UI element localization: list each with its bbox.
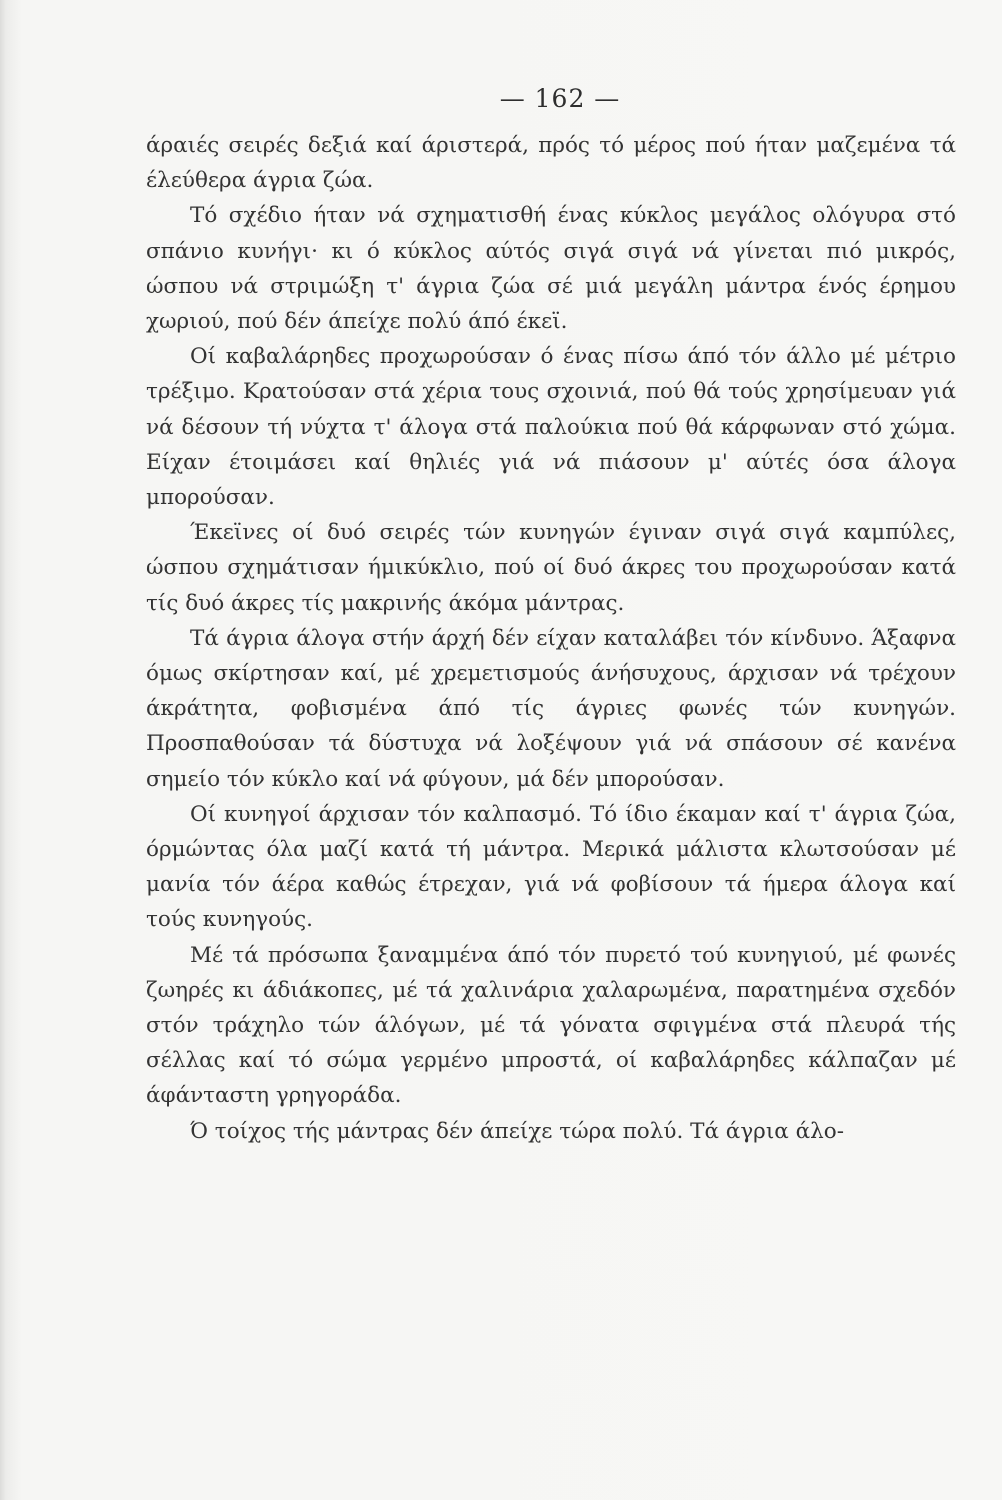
paragraph: Τό σχέδιο ήταν νά σχηματισθή ένας κύκλος μεγάλος ολόγυρα στό σπάνιο κυνήγι· κι ό κύκλος αύτός σιγά σιγά νά γίνεται πιό μικρός, ώσπου νά στριμώξη τ' άγρια ζώα σέ μιά μεγάλη μάντρα ένός έρημου χωριού, πού δέν άπείχε πολύ άπό έκεϊ. [146, 203, 956, 335]
paragraph: Οί κυνηγοί άρχισαν τόν καλπασμό. Τό ίδιο έκαμαν καί τ' άγρια ζώα, όρμώντας όλα μαζί κατά τή μάντρα. Μερικά μάλιστα κλωτσούσαν μέ μανία τόν άέρα καθώς έτρεχαν, γιά νά φοβίσουν τά ήμερα άλογα καί τούς κυνηγούς. [146, 801, 956, 933]
body-text [146, 128, 956, 1149]
paragraph: Μέ τά πρόσωπα ξαναμμένα άπό τόν πυρετό τού κυνηγιού, μέ φωνές ζωηρές κι άδιάκοπες, μέ τά χαλινάρια χαλαρωμένα, παρατημένα σχεδόν στόν τράχηλο τών άλόγων, μέ τά γόνατα σφιγμένα στά πλευρά τής σέλλας καί τό σώμα γερμένο μπροστά, οί καβαλάρηδες κάλπαζαν μέ άφάνταστη γρηγοράδα. [146, 942, 956, 1109]
paragraph: άραιές σειρές δεξιά καί άριστερά, πρός τό μέρος πού ήταν μαζεμένα τά έλεύθερα άγρια ζώα. [146, 133, 956, 194]
page-number: — 162 — [499, 84, 621, 113]
paragraph: Οί καβαλάρηδες προχωρούσαν ό ένας πίσω άπό τόν άλλο μέ μέτριο τρέξιμο. Κρατούσαν στά χέρια τους σχοινιά, πού θά τούς χρησίμευαν γιά νά δέσουν τή νύχτα τ' άλογα στά παλούκια πού θά κάρφωναν στό χώμα. Είχαν έτοιμάσει καί θηλιές γιά νά πιάσουν μ' αύτές όσα άλογα μπορούσαν. [146, 344, 956, 511]
paragraph: Τά άγρια άλογα στήν άρχή δέν είχαν καταλάβει τόν κίνδυνο. Άξαφνα όμως σκίρτησαν καί, μέ χρεμετισμούς άνήσυχους, άρχισαν νά τρέχουν άκράτητα, φοβισμένα άπό τίς άγριες φωνές τών κυνηγών. Προσπαθούσαν τά δύστυχα νά λοξέψουν γιά νά σπάσουν σέ κανένα σημείο τόν κύκλο καί νά φύγουν, μά δέν μπορούσαν. [146, 625, 956, 792]
paragraph: Έκεϊνες οί δυό σειρές τών κυνηγών έγιναν σιγά σιγά καμπύλες, ώσπου σχημάτισαν ήμικύκλιο, πού οί δυό άκρες του προχωρούσαν κατά τίς δυό άκρες τίς μακρινής άκόμα μάντρας. [146, 520, 956, 616]
paragraph: Ό τοίχος τής μάντρας δέν άπείχε τώρα πολύ. Τά άγρια άλο- [190, 1118, 844, 1144]
